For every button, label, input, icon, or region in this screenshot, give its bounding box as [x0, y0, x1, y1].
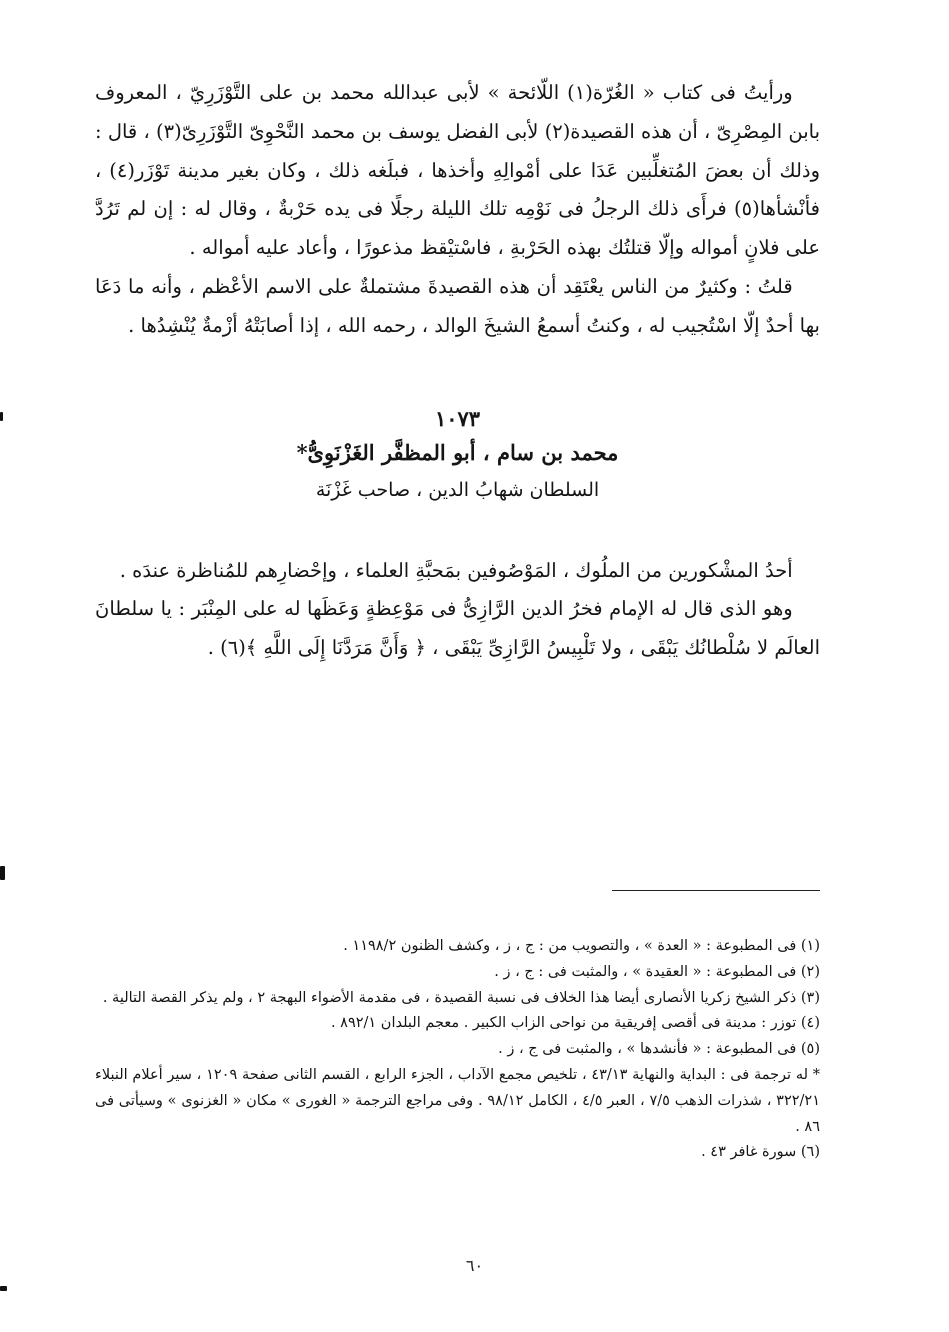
body-paragraph-2: قلتُ : وكثيرٌ من الناس يعْتَقِد أن هذه القصيدةَ مشتملةٌ على الاسم الأعْظم ، وأنه ما دَعَا بها أحدٌ إلّا اسْتُجيب له ، وكنتُ أسمعُ الشيخَ الوالد ، رحمه الله ، إذا أصابَتْهُ أزْمةٌ يُنْشِدُها . — [95, 274, 820, 337]
body-paragraph-1: ورأيتُ فى كتاب « الغُرّة(١) اللّائحة » لأبى عبدالله محمد بن على التَّوْزَرِيّ ، المعروف بابن المِصْرِىّ ، أن هذه القصيدة(٢) لأبى الفضل يوسف بن محمد النَّحْوِىّ التَّوْزَرِىّ(٣) ، قال : وذلك أن بعضَ المُتغلِّبين عَدَا على أمْوالِهِ وأخذها ، فبلَغه ذلك ، وكان بغير مدينة تَوْزَر(٤) ، فأنْشأها(٥) فرأَى ذلك الرجلُ فى نَوْمِه تلك الليلة رجلًا فى يده حَرْبةٌ ، وقال له : إن لم تَرُدَّ على فلانٍ أمواله وإلّا قتلتُك بهذه الحَرْبةِ ، فاسْتيْقظ مذعورًا ، وأعاد عليه أمواله . — [95, 81, 820, 260]
scan-edge-mark — [0, 866, 5, 880]
footnote-4: (٤) توزر : مدينة فى أقصى إفريقية من نواحى الزاب الكبير . معجم البلدان ٨٩٢/١ . — [330, 1015, 820, 1032]
scan-edge-mark — [0, 412, 3, 421]
entry-title: محمد بن سام ، أبو المظفَّر الغَزْنَوِىُّ* — [296, 439, 619, 465]
footnote-biography-sources: * له ترجمة فى : البداية والنهاية ٤٣/١٣ ، تلخيص مجمع الآداب ، الجزء الرابع ، القسم الثانى صفحة ١٢٠٩ ، سير أعلام النبلاء ٣٢٢/٢١ ، شذرات الذهب ٧/٥ ، العبر ٤/٥ ، الكامل ٩٨/١٢ . وفى مراجع الترجمة « الغورى » مكان « الغزنوى » وسيأتى فى ٨٦ . — [95, 1066, 820, 1135]
footnote-5: (٥) فى المطبوعة : « فأنشدها » ، والمثبت فى ج ، ز . — [498, 1041, 820, 1058]
footnote-6: (٦) سورة غافر ٤٣ . — [701, 1144, 820, 1161]
bio-paragraph-2: وهو الذى قال له الإمام فخرُ الدين الرَّازِىُّ فى مَوْعِظةٍ وَعَظَها له على المِنْبَر : يا سلطانَ العالَم لا سُلْطانُك يَبْقَى ، ولا تَلْبِيسُ الرَّازِىِّ يَبْقَى ، ﴿ وَأَنَّ مَرَدَّنَا إِلَى اللَّهِ ﴾(٦) . — [95, 597, 820, 660]
footnote-1: (١) فى المطبوعة : « العدة » ، والتصويب من : ج ، ز ، وكشف الظنون ١١٩٨/٢ . — [343, 938, 820, 954]
footnotes — [95, 934, 820, 1166]
bio-paragraph-1: أحدُ المشْكورين من الملُوك ، المَوْصُوفين بمَحبَّةِ العلماء ، وإحْضارِهم للمُناظرة عندَه . — [119, 558, 793, 582]
footnote-3: (٣) ذكر الشيخ زكريا الأنصارى أيضا هذا الخلاف فى نسبة القصيدة ، فى مقدمة الأضواء البهجة ٢ ، ولم يذكر القصة التالية . — [102, 989, 820, 1006]
page-number: ٦٠ — [465, 1256, 484, 1275]
entry-subtitle: السلطان شهابُ الدين ، صاحب غَزْنَة — [315, 478, 600, 501]
footnote-divider — [612, 890, 820, 891]
entry-number: ١٠٧٣ — [434, 405, 481, 431]
footnote-2: (٢) فى المطبوعة : « العقيدة » ، والمثبت فى : ج ، ز . — [494, 963, 820, 980]
main-text — [95, 74, 820, 668]
scan-edge-mark — [0, 1286, 7, 1291]
